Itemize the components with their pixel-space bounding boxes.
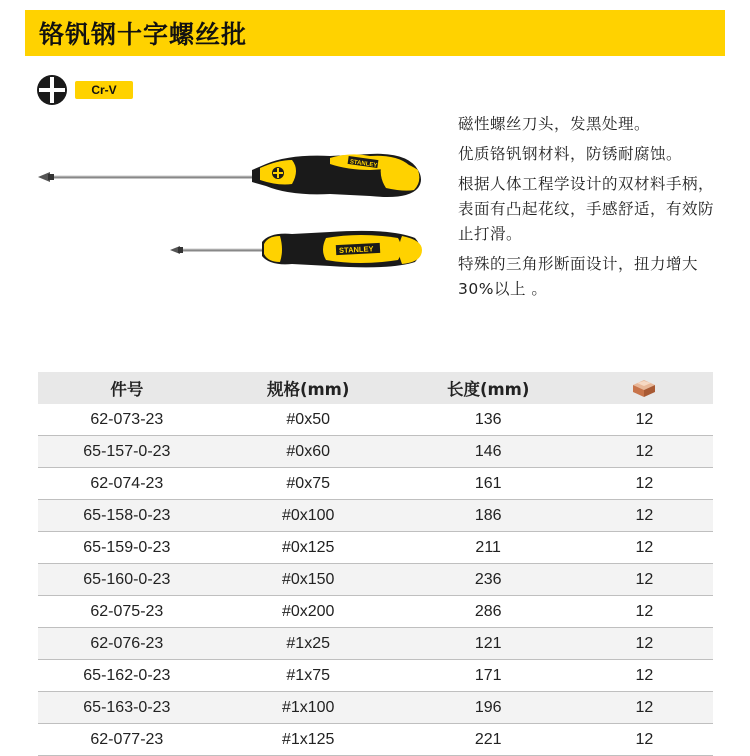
column-header-part-no: 件号 (38, 372, 216, 404)
column-header-spec: 规格(mm) (216, 372, 401, 404)
cr-v-badge: Cr-V (75, 81, 133, 99)
box-icon (631, 377, 657, 399)
table-row (38, 564, 713, 596)
length-cell: 196 (401, 692, 576, 724)
quantity-cell: 12 (576, 724, 713, 756)
quantity-cell: 12 (576, 532, 713, 564)
length-cell: 136 (401, 404, 576, 436)
table-row (38, 532, 713, 564)
feature-item: 优质铬钒钢材料，防锈耐腐蚀。 (458, 145, 683, 163)
table-header-row (38, 372, 713, 404)
part-number-cell: 62-076-23 (38, 628, 216, 660)
table-row (38, 404, 713, 436)
feature-list (458, 112, 720, 307)
part-number-cell: 65-157-0-23 (38, 436, 216, 468)
length-cell: 236 (401, 564, 576, 596)
length-cell: 171 (401, 660, 576, 692)
spec-badge-row (37, 74, 133, 106)
length-cell: 211 (401, 532, 576, 564)
length-cell: 186 (401, 500, 576, 532)
phillips-head-icon (37, 75, 67, 105)
part-number-cell: 62-077-23 (38, 724, 216, 756)
quantity-cell: 12 (576, 692, 713, 724)
feature-item: 根据人体工程学设计的双材料手柄，表面有凸起花纹，手感舒适，有效防止打滑。 (458, 175, 715, 243)
spec-cell: #1x125 (216, 724, 401, 756)
spec-cell: #1x75 (216, 660, 401, 692)
spec-cell: #1x25 (216, 628, 401, 660)
table-row (38, 596, 713, 628)
spec-cell: #1x100 (216, 692, 401, 724)
spec-cell: #0x200 (216, 596, 401, 628)
length-cell: 161 (401, 468, 576, 500)
feature-item: 特殊的三角形断面设计，扭力增大30%以上 。 (458, 255, 699, 298)
quantity-cell: 12 (576, 564, 713, 596)
product-image (30, 140, 430, 280)
page-title: 铬钒钢十字螺丝批 (39, 20, 248, 49)
table-row (38, 468, 713, 500)
length-cell: 286 (401, 596, 576, 628)
quantity-cell: 12 (576, 596, 713, 628)
quantity-cell: 12 (576, 660, 713, 692)
spec-cell: #0x50 (216, 404, 401, 436)
brand-logo-small: STANLEY (338, 244, 374, 255)
quantity-cell: 12 (576, 468, 713, 500)
brand-logo-large: STANLEY (349, 159, 378, 169)
table-row (38, 724, 713, 756)
table-row (38, 628, 713, 660)
column-header-length: 长度(mm) (401, 372, 576, 404)
column-header-quantity (576, 372, 713, 404)
spec-table (38, 372, 713, 756)
spec-cell: #0x100 (216, 500, 401, 532)
part-number-cell: 65-163-0-23 (38, 692, 216, 724)
long-screwdriver (38, 154, 421, 197)
quantity-cell: 12 (576, 436, 713, 468)
part-number-cell: 62-074-23 (38, 468, 216, 500)
spec-cell: #0x60 (216, 436, 401, 468)
short-screwdriver (170, 231, 422, 267)
spec-cell: #0x125 (216, 532, 401, 564)
table-row (38, 436, 713, 468)
length-cell: 121 (401, 628, 576, 660)
table-row (38, 660, 713, 692)
quantity-cell: 12 (576, 500, 713, 532)
quantity-cell: 12 (576, 404, 713, 436)
part-number-cell: 62-075-23 (38, 596, 216, 628)
spec-cell: #0x75 (216, 468, 401, 500)
table-row (38, 692, 713, 724)
quantity-cell: 12 (576, 628, 713, 660)
part-number-cell: 65-162-0-23 (38, 660, 216, 692)
table-row (38, 500, 713, 532)
length-cell: 221 (401, 724, 576, 756)
part-number-cell: 65-160-0-23 (38, 564, 216, 596)
part-number-cell: 65-159-0-23 (38, 532, 216, 564)
part-number-cell: 65-158-0-23 (38, 500, 216, 532)
part-number-cell: 62-073-23 (38, 404, 216, 436)
feature-item: 磁性螺丝刀头，发黑处理。 (458, 115, 651, 133)
spec-cell: #0x150 (216, 564, 401, 596)
length-cell: 146 (401, 436, 576, 468)
page-header (25, 10, 725, 56)
